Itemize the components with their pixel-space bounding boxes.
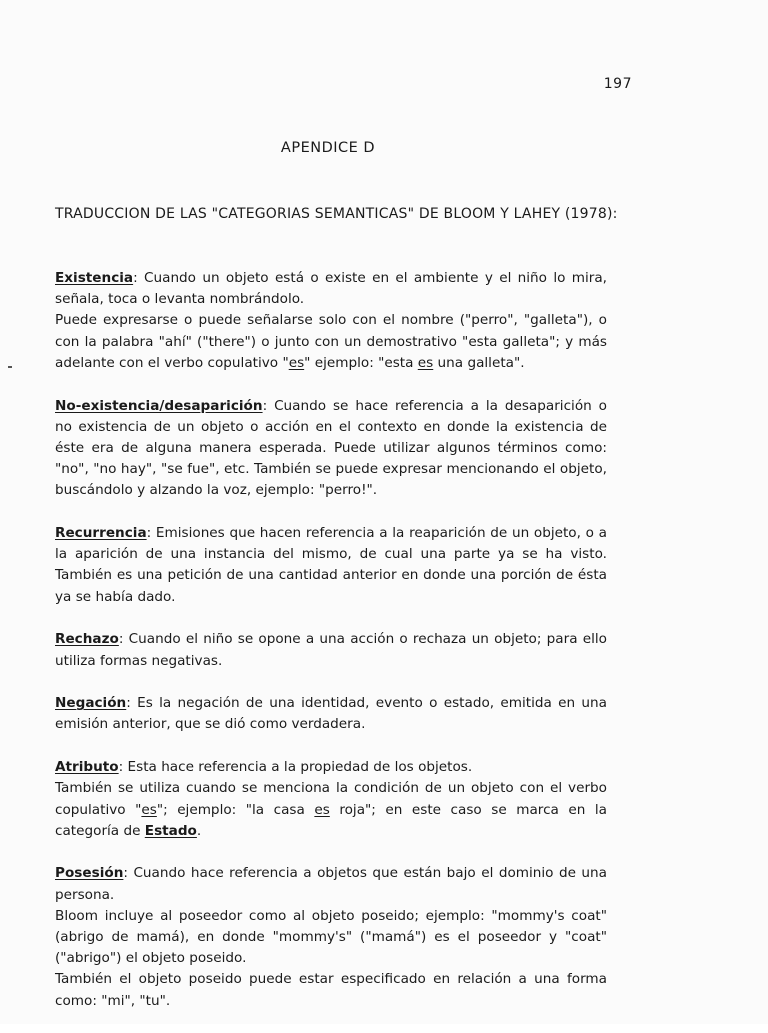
underlined-word: es [288,354,305,371]
section-recurrencia [55,523,607,608]
section-negacion [55,693,607,735]
term-estado: Estado [144,822,197,839]
page-number: 197 [603,76,632,92]
section-atributo [55,757,607,842]
margin-mark [8,366,12,368]
paragraph [55,268,607,310]
paragraph [55,310,607,374]
text: . [196,822,202,839]
section-rechazo [55,629,607,671]
appendix-title [0,140,768,156]
text: "; ejemplo: "la casa [156,801,315,818]
section-no-existencia [55,396,607,502]
term-rechazo: Rechazo [55,631,119,648]
text: una galleta". [433,354,525,371]
document-subtitle: TRADUCCION DE LAS "CATEGORIAS SEMANTICAS" DE BLOOM Y LAHEY (1978): [55,206,618,222]
term-atributo: Atributo [55,759,119,776]
paragraph [55,863,607,905]
term-negacion: Negación [55,695,127,712]
term-no-existencia: No-existencia/desaparición [55,397,263,414]
document-body [55,268,607,1033]
text: : Esta hace referencia a la propiedad de los objetos. [118,759,473,776]
paragraph: También el objeto poseido puede estar especificado en relación a una forma como: "mi", "tu". [55,971,607,1009]
underlined-word: es [141,801,157,818]
text: También se utiliza cuando se menciona la condición de un objeto con el verbo copulativo " [55,780,607,818]
paragraph [55,757,607,778]
text: roja"; en este caso se marca en la categoría de [55,801,607,839]
text: " ejemplo: "esta [304,354,418,371]
term-posesion: Posesión [55,865,124,882]
text: : Cuando el niño se opone a una acción o rechaza un objeto; para ello utiliza formas negativas. [55,631,607,669]
section-posesion [55,863,607,1011]
underlined-word: es [314,801,330,818]
paragraph [55,396,607,502]
text: : Cuando hace referencia a objetos que están bajo el dominio de una persona. [55,865,607,903]
text: : Cuando se hace referencia a la desaparición o no existencia de un objeto o acción en el contexto en donde la existencia de éste era de alguna manera esperada. Puede utilizar algunos términos como: "no", "no hay", "se fue", etc. También se puede expresar mencionando el objeto, buscándolo y alzando la voz, ejemplo: "perro!". [55,397,607,499]
paragraph [55,629,607,671]
appendix-title-text: APENDICE D [280,140,376,156]
term-recurrencia: Recurrencia [55,525,147,542]
text: Puede expresarse o puede señalarse solo con el nombre ("perro", "galleta"), o con la palabra "ahí" ("there") o junto con un demostrativo "esta galleta"; y más adelante con el verbo copulativo " [55,312,607,371]
paragraph [55,778,607,842]
text: : Emisiones que hacen referencia a la reaparición de un objeto, o a la aparición de una instancia del mismo, de cual una parte ya se ha visto. También es una petición de una cantidad anterior en donde una porción de ésta ya se había dado. [55,525,607,605]
text: : Es la negación de una identidad, evento o estado, emitida en una emisión anterior, que se dió como verdadera. [55,695,607,733]
term-existencia: Existencia [55,270,134,286]
paragraph [55,693,607,735]
paragraph [55,523,607,608]
text: : Cuando un objeto está o existe en el ambiente y el niño lo mira, señala, toca o levanta nombrándolo. [55,270,607,308]
underlined-word: es [417,354,434,371]
section-existencia [55,268,607,374]
paragraph: Bloom incluye al poseedor como al objeto poseido; ejemplo: "mommy's coat" (abrigo de mamá), en donde "mommy's" ("mamá") es el poseedor y "coat" ("abrigo") el objeto poseido. [55,907,607,967]
